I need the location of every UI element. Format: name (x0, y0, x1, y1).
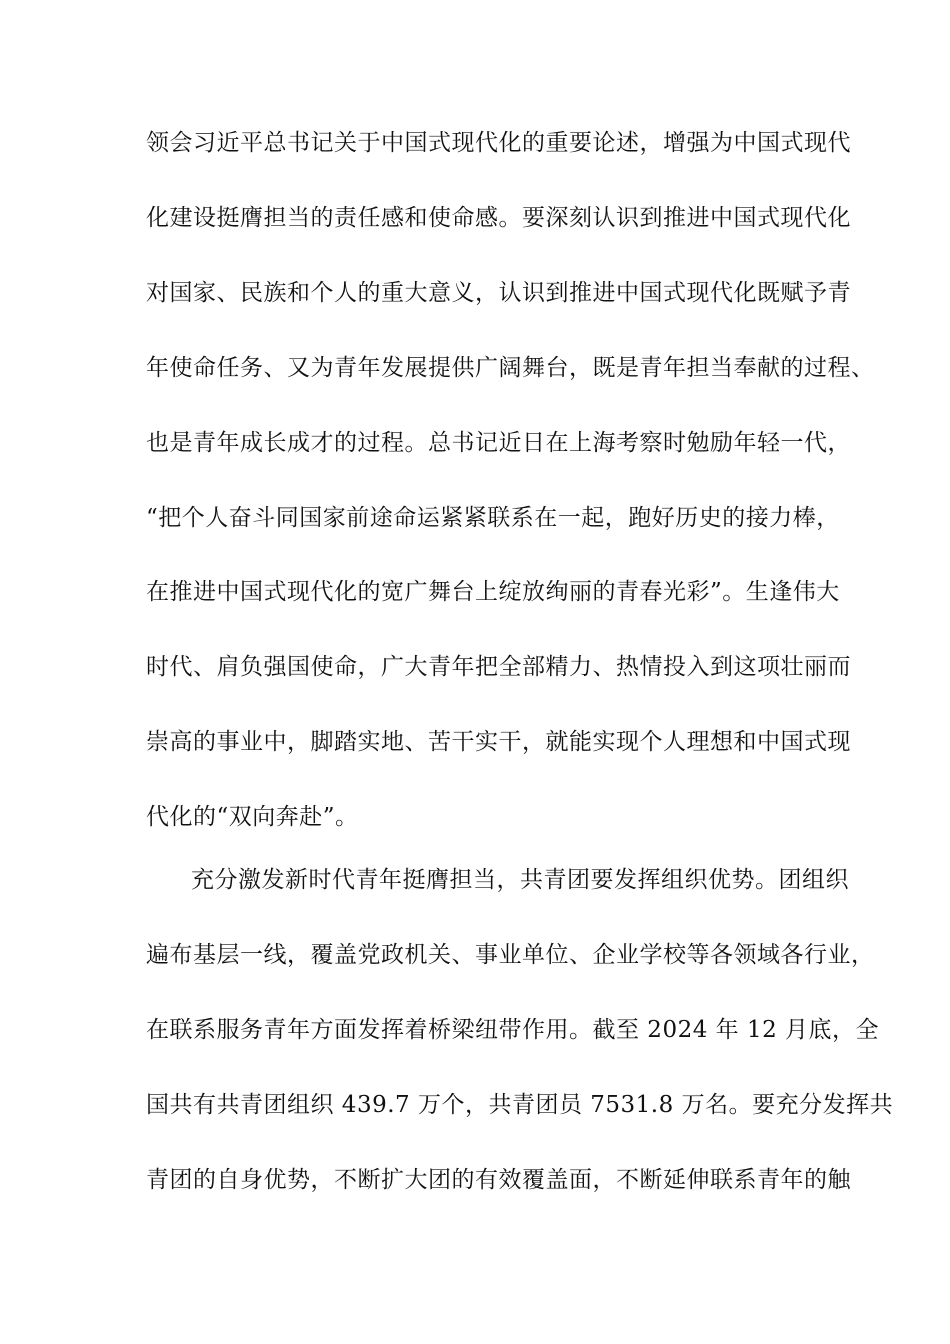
text-line: 国共有共青团组织 439.7 万个，共青团员 7531.8 万名。要充分发挥共 (146, 1092, 894, 1118)
text-line: 遍布基层一线，覆盖党政机关、事业单位、企业学校等各领域各行业， (146, 942, 875, 968)
text-line: 时代、肩负强国使命，广大青年把全部精力、热情投入到这项壮丽而 (146, 654, 851, 680)
text-line: 领会习近平总书记关于中国式现代化的重要论述，增强为中国式现代 (146, 130, 851, 156)
text-line: 也是青年成长成才的过程。总书记近日在上海考察时勉励年轻一代， (146, 430, 851, 456)
text-line: 年使命任务、又为青年发展提供广阔舞台，既是青年担当奉献的过程、 (146, 355, 875, 381)
text-line: 在推进中国式现代化的宽广舞台上绽放绚丽的青春光彩”。生逢伟大 (146, 579, 840, 605)
text-line: 对国家、民族和个人的重大意义，认识到推进中国式现代化既赋予青 (146, 280, 851, 306)
text-line: 代化的“双向奔赴”。 (146, 804, 359, 830)
text-line: 在联系服务青年方面发挥着桥梁纽带作用。截至 2024 年 12 月底，全 (146, 1017, 880, 1043)
text-line: “把个人奋斗同国家前途命运紧紧联系在一起，跑好历史的接力棒， (146, 505, 840, 531)
text-line: 崇高的事业中，脚踏实地、苦干实干，就能实现个人理想和中国式现 (146, 729, 851, 755)
paragraph-first-line: 充分激发新时代青年挺膺担当，共青团要发挥组织优势。团组织 (191, 867, 849, 893)
text-line: 化建设挺膺担当的责任感和使命感。要深刻认识到推进中国式现代化 (146, 205, 851, 231)
text-line: 青团的自身优势，不断扩大团的有效覆盖面，不断延伸联系青年的触 (146, 1167, 851, 1193)
